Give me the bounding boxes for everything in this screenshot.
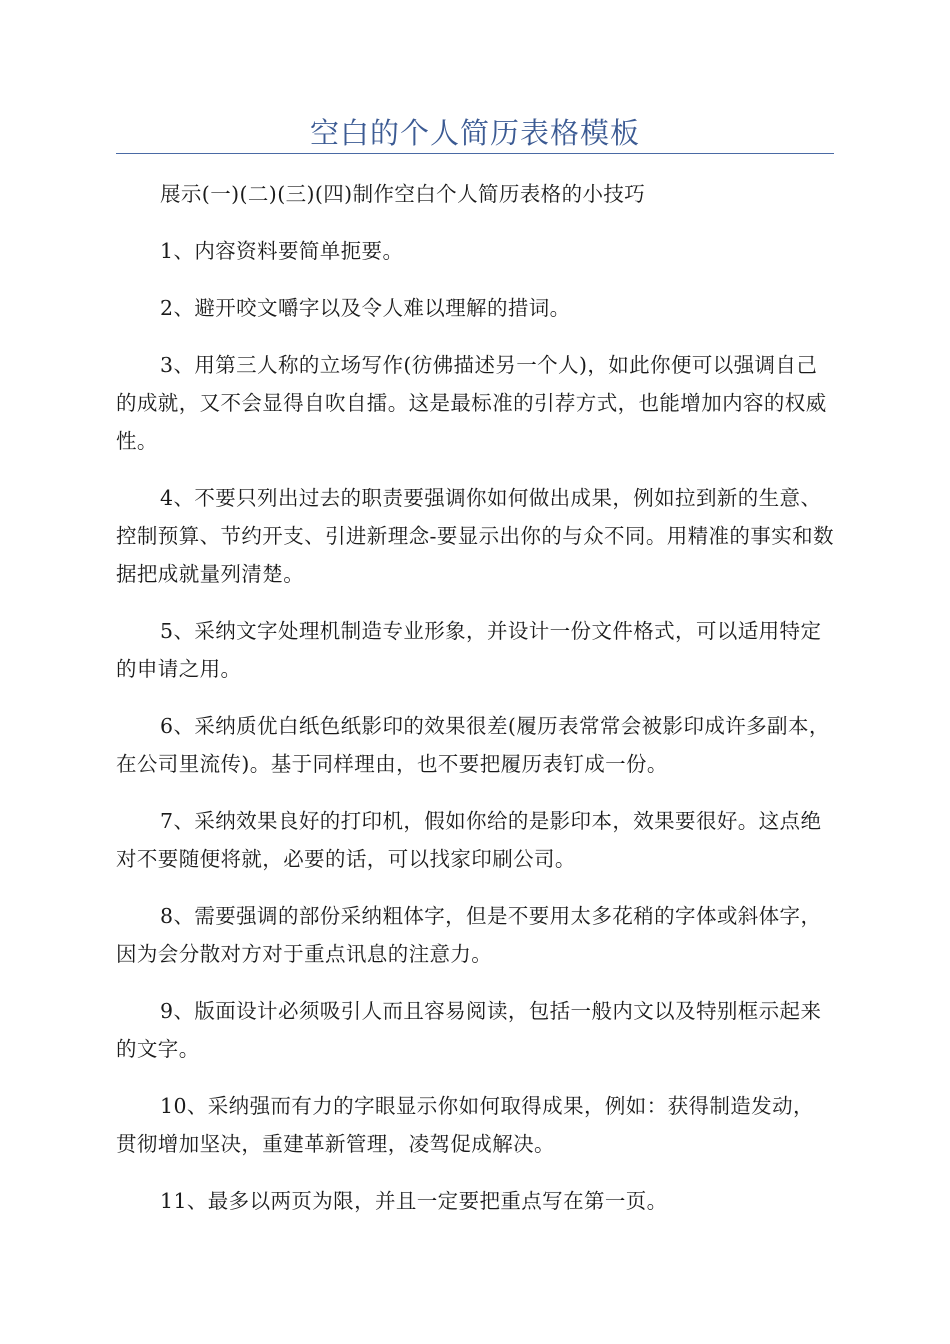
tip-paragraph: 2、避开咬文嚼字以及令人难以理解的措词。	[160, 296, 571, 320]
document-title: 空白的个人简历表格模板	[309, 116, 640, 150]
tip-paragraph: 10、采纳强而有力的字眼显示你如何取得成果，例如：获得制造发动，贯彻增加坚决，重建革新管理，凌驾促成解决。	[116, 1094, 814, 1156]
tip-paragraph: 1、内容资料要简单扼要。	[160, 239, 404, 263]
tip-paragraph: 3、用第三人称的立场写作(彷佛描述另一个人)，如此你便可以强调自己的成就，又不会显得自吹自擂。这是最标准的引荐方式，也能增加内容的权威性。	[116, 353, 827, 453]
title-underline	[116, 153, 834, 154]
tip-paragraph: 6、采纳质优白纸色纸影印的效果很差(履历表常常会被影印成许多副本，在公司里流传)。基于同样理由，也不要把履历表钉成一份。	[116, 714, 830, 776]
tip-paragraph: 4、不要只列出过去的职责要强调你如何做出成果，例如拉到新的生意、控制预算、节约开支、引进新理念-要显示出你的与众不同。用精准的事实和数据把成就量列清楚。	[116, 486, 834, 586]
intro-paragraph: 展示(一)(二)(三)(四)制作空白个人简历表格的小技巧	[160, 182, 646, 206]
tip-paragraph: 8、需要强调的部份采纳粗体字，但是不要用太多花稍的字体或斜体字，因为会分散对方对于重点讯息的注意力。	[116, 904, 822, 966]
tip-paragraph: 9、版面设计必须吸引人而且容易阅读，包括一般内文以及特别框示起来的文字。	[116, 999, 822, 1061]
tip-paragraph: 11、最多以两页为限，并且一定要把重点写在第一页。	[160, 1189, 668, 1213]
document-page	[116, 0, 834, 1239]
tip-paragraph: 7、采纳效果良好的打印机，假如你给的是影印本，效果要很好。这点绝对不要随便将就，必要的话，可以找家印刷公司。	[116, 809, 822, 871]
tip-paragraph: 5、采纳文字处理机制造专业形象，并设计一份文件格式，可以适用特定的申请之用。	[116, 619, 822, 681]
document-body	[116, 175, 834, 1220]
